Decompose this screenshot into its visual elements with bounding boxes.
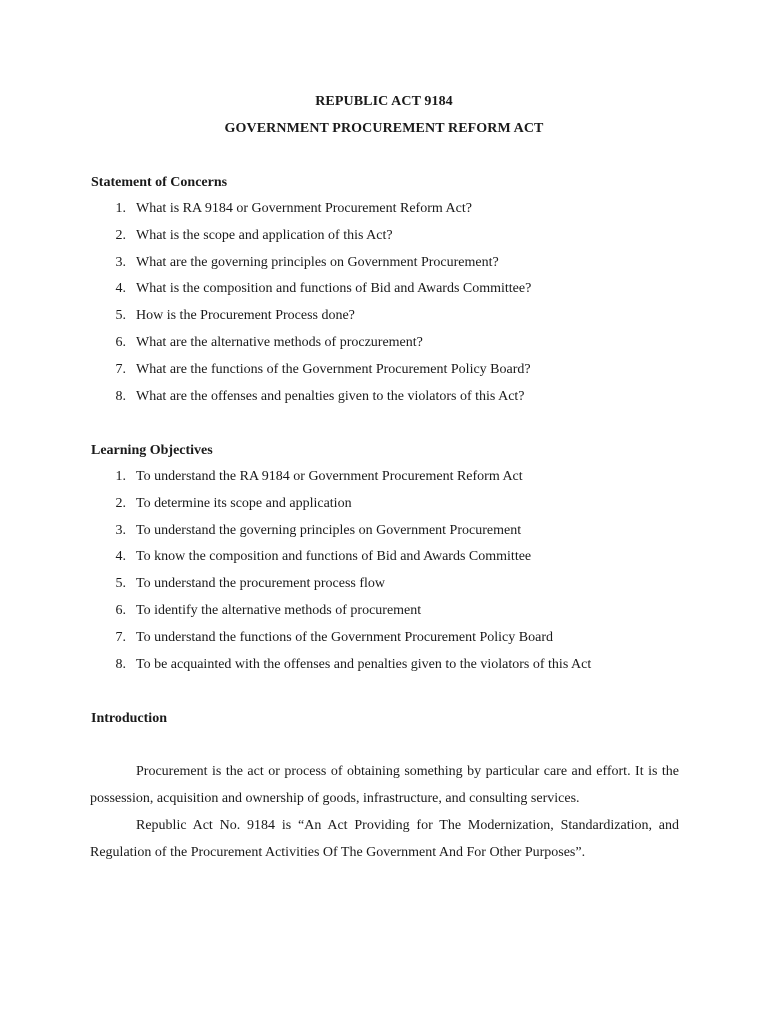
- introduction-paragraph: Republic Act No. 9184 is “An Act Providing for The Modernization, Standardization, and Regulation of the Procurement Activities Of The Government And For Other Purposes”.: [90, 818, 679, 860]
- list-number: 6.: [115, 602, 126, 618]
- list-number: 2.: [115, 227, 126, 243]
- list-item-text: To understand the procurement process flow: [136, 576, 385, 592]
- list-item-text: To understand the RA 9184 or Government Procurement Reform Act: [136, 469, 523, 484]
- list-number: 8.: [115, 388, 126, 404]
- list-item-text: To understand the governing principles on Government Procurement: [136, 522, 522, 538]
- list-number: 7.: [115, 629, 126, 645]
- list-number: 2.: [115, 495, 126, 511]
- list-item-text: What are the governing principles on Government Procurement?: [136, 254, 499, 270]
- objectives-heading: Learning Objectives: [91, 443, 213, 458]
- list-number: 5.: [115, 308, 126, 324]
- introduction-heading: Introduction: [91, 711, 167, 726]
- list-number: 3.: [115, 522, 126, 538]
- list-item-text: What are the alternative methods of proczurement?: [136, 334, 423, 350]
- concerns-heading: Statement of Concerns: [91, 175, 228, 190]
- list-item-text: To know the composition and functions of Bid and Awards Committee: [136, 549, 532, 565]
- list-item-text: To determine its scope and application: [136, 495, 352, 511]
- list-number: 8.: [115, 656, 126, 672]
- list-number: 6.: [115, 334, 126, 350]
- list-item-text: What is RA 9184 or Government Procurement Reform Act?: [136, 201, 472, 216]
- list-item-text: How is the Procurement Process done?: [136, 308, 355, 324]
- list-item-text: What are the functions of the Government Procurement Policy Board?: [136, 361, 531, 377]
- list-number: 4.: [115, 281, 126, 297]
- list-number: 5.: [115, 576, 126, 592]
- list-item-text: What is the composition and functions of Bid and Awards Committee?: [136, 281, 532, 297]
- list-number: 1.: [115, 201, 126, 216]
- document-title: REPUBLIC ACT 9184: [315, 94, 453, 109]
- list-number: 7.: [115, 361, 126, 377]
- list-item-text: What is the scope and application of this Act?: [136, 227, 393, 243]
- list-number: 1.: [115, 469, 126, 484]
- list-number: 3.: [115, 254, 126, 270]
- document-subtitle: GOVERNMENT PROCUREMENT REFORM ACT: [224, 121, 544, 136]
- list-number: 4.: [115, 549, 126, 565]
- list-item-text: To identify the alternative methods of procurement: [136, 602, 422, 618]
- list-item-text: What are the offenses and penalties given to the violators of this Act?: [136, 388, 525, 404]
- introduction-paragraph: Procurement is the act or process of obtaining something by particular care and effort. It is the possession, acquisition and ownership of goods, infrastructure, and consulting services.: [90, 764, 679, 806]
- list-item-text: To understand the functions of the Government Procurement Policy Board: [136, 629, 553, 645]
- list-item-text: To be acquainted with the offenses and penalties given to the violators of this Act: [136, 656, 592, 672]
